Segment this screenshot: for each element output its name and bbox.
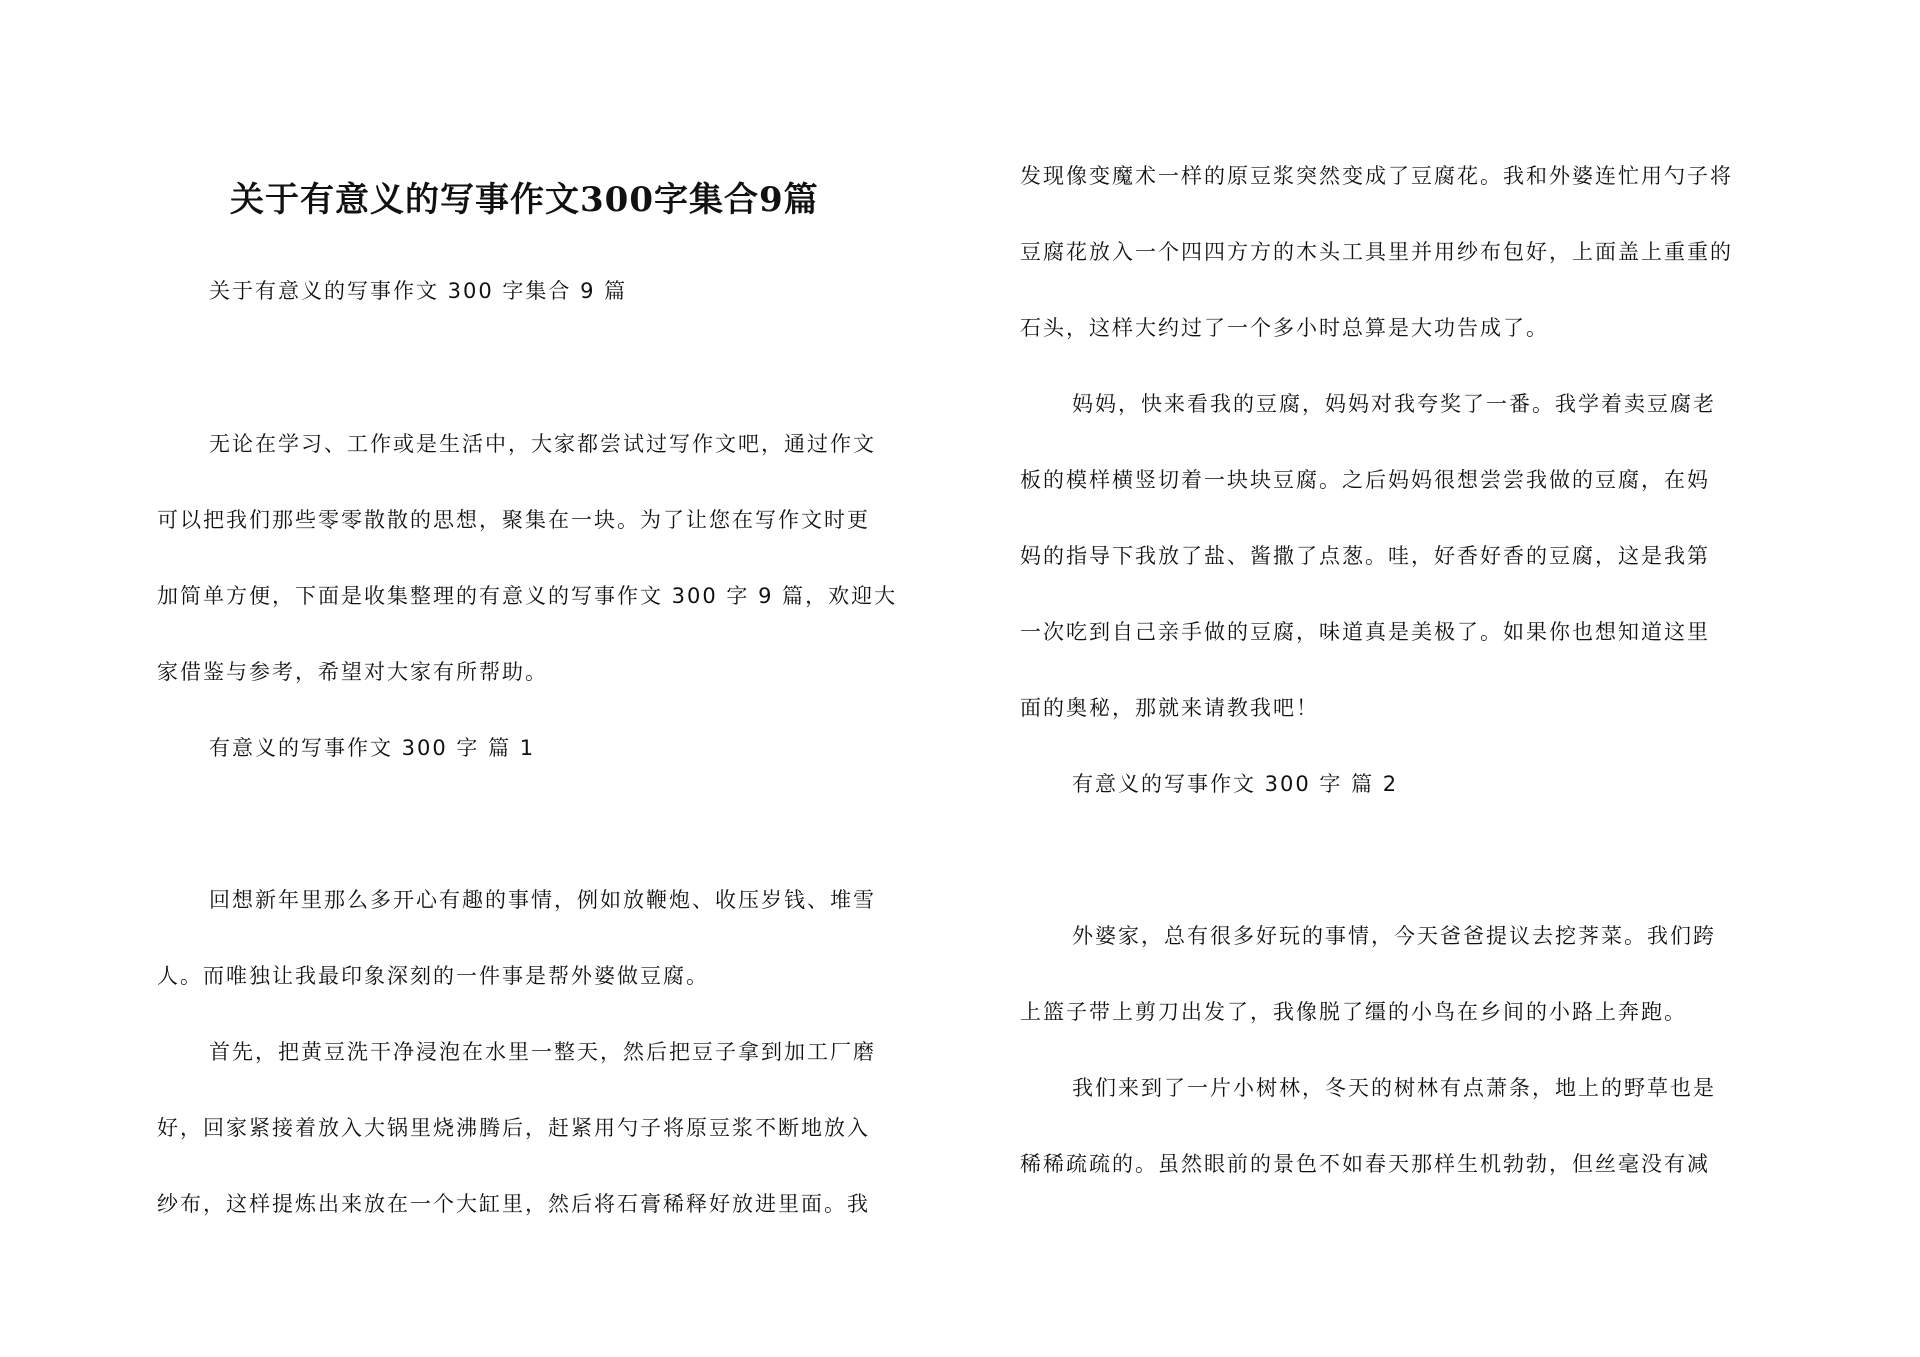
paragraph-line: 外婆家，总有很多好玩的事情，今天爸爸提议去挖荠菜。我们跨: [1072, 924, 1716, 948]
paragraph-line: 一次吃到自己亲手做的豆腐，味道真是美极了。如果你也想知道这里: [1020, 620, 1710, 644]
paragraph-line: 板的模样横竖切着一块块豆腐。之后妈妈很想尝尝我做的豆腐，在妈: [1020, 468, 1710, 492]
paragraph-line: 发现像变魔术一样的原豆浆突然变成了豆腐花。我和外婆连忙用勺子将: [1020, 164, 1733, 188]
paragraph-line: 妈妈，快来看我的豆腐，妈妈对我夸奖了一番。我学着卖豆腐老: [1072, 392, 1716, 416]
subtitle: 关于有意义的写事作文 300 字集合 9 篇: [209, 279, 628, 303]
section-heading: 有意义的写事作文 300 字 篇 2: [1072, 772, 1399, 796]
paragraph-line: 首先，把黄豆洗干净浸泡在水里一整天，然后把豆子拿到加工厂磨: [209, 1040, 876, 1064]
paragraph-line: 纱布，这样提炼出来放在一个大缸里，然后将石膏稀释好放进里面。我: [157, 1192, 870, 1216]
paragraph-line: 回想新年里那么多开心有趣的事情，例如放鞭炮、收压岁钱、堆雪: [209, 888, 876, 912]
paragraph-line: 妈的指导下我放了盐、酱撒了点葱。哇，好香好香的豆腐，这是我第: [1020, 544, 1710, 568]
section-heading: 有意义的写事作文 300 字 篇 1: [209, 736, 536, 760]
paragraph-line: 好，回家紧接着放入大锅里烧沸腾后，赶紧用勺子将原豆浆不断地放入: [157, 1116, 870, 1140]
paragraph-line: 人。而唯独让我最印象深刻的一件事是帮外婆做豆腐。: [157, 964, 709, 988]
paragraph-line: 豆腐花放入一个四四方方的木头工具里并用纱布包好，上面盖上重重的: [1020, 240, 1733, 264]
paragraph-line: 加简单方便，下面是收集整理的有意义的写事作文 300 字 9 篇，欢迎大: [157, 584, 898, 608]
paragraph-line: 石头，这样大约过了一个多小时总算是大功告成了。: [1020, 316, 1549, 340]
paragraph-line: 我们来到了一片小树林，冬天的树林有点萧条，地上的野草也是: [1072, 1076, 1716, 1100]
paragraph-line: 面的奥秘，那就来请教我吧！: [1020, 696, 1319, 720]
paragraph-line: 无论在学习、工作或是生活中，大家都尝试过写作文吧，通过作文: [209, 432, 876, 456]
paragraph-line: 上篮子带上剪刀出发了，我像脱了缰的小鸟在乡间的小路上奔跑。: [1020, 1000, 1687, 1024]
document-title: 关于有意义的写事作文300字集合9篇: [230, 180, 819, 220]
paragraph-line: 稀稀疏疏的。虽然眼前的景色不如春天那样生机勃勃，但丝毫没有减: [1020, 1152, 1710, 1176]
paragraph-line: 可以把我们那些零零散散的思想，聚集在一块。为了让您在写作文时更: [157, 508, 870, 532]
paragraph-line: 家借鉴与参考，希望对大家有所帮助。: [157, 660, 548, 684]
